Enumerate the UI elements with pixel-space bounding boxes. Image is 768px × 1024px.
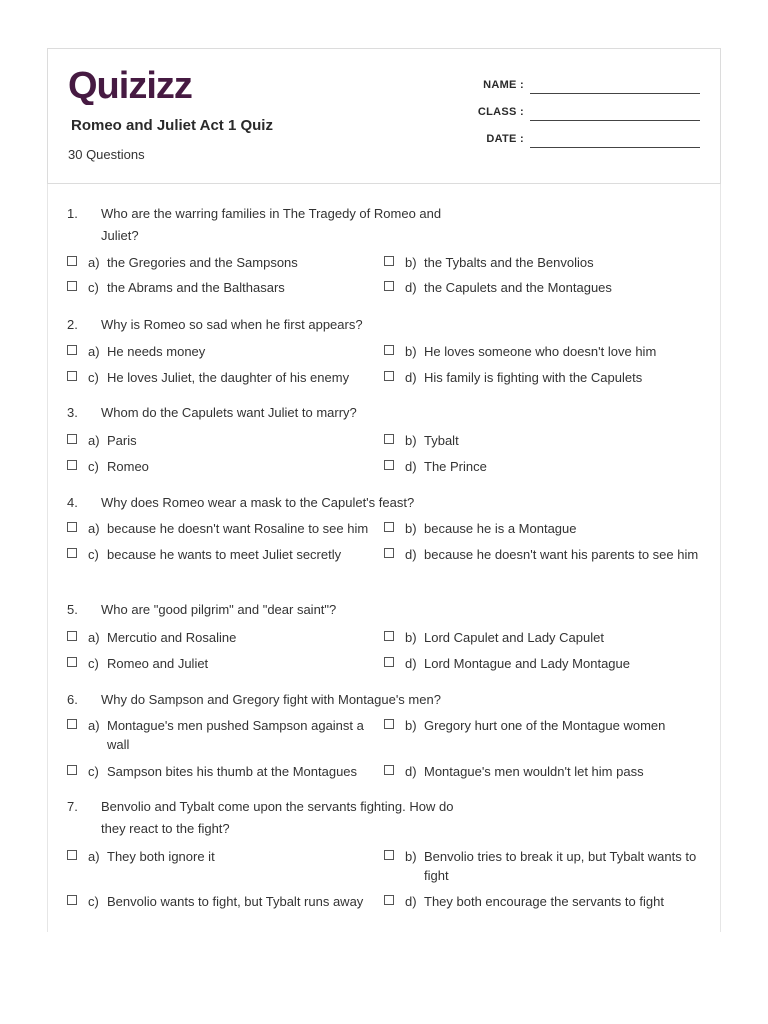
checkbox[interactable] [384, 460, 394, 470]
question-text: Why do Sampson and Gregory fight with Montague's men? [101, 692, 441, 707]
checkbox[interactable] [384, 850, 394, 860]
checkbox[interactable] [384, 657, 394, 667]
question-number: 1. [67, 206, 78, 221]
checkbox[interactable] [384, 719, 394, 729]
question-number: 4. [67, 495, 78, 510]
question-text: Whom do the Capulets want Juliet to marry? [101, 405, 357, 420]
svg-text:Quizizz: Quizizz [68, 67, 192, 105]
class-field[interactable] [48, 106, 524, 122]
checkbox[interactable] [67, 719, 77, 729]
checkbox[interactable] [384, 631, 394, 641]
class-label: CLASS : [477, 106, 524, 118]
question-text: Benvolio and Tybalt come upon the servants fighting. How do they react to the fight? [101, 799, 454, 836]
name-label: NAME : [483, 79, 524, 91]
question-text: Why is Romeo so sad when he first appears? [101, 317, 363, 332]
question-text: Who are "good pilgrim" and "dear saint"? [101, 602, 337, 617]
checkbox[interactable] [384, 371, 394, 381]
checkbox[interactable] [384, 434, 394, 444]
checkbox[interactable] [67, 895, 77, 905]
class-line[interactable] [530, 120, 700, 121]
checkbox[interactable] [384, 548, 394, 558]
checkbox[interactable] [384, 895, 394, 905]
checkbox[interactable] [384, 281, 394, 291]
checkbox[interactable] [384, 765, 394, 775]
checkbox[interactable] [67, 657, 77, 667]
checkbox[interactable] [384, 522, 394, 532]
question-text: Who are the warring families in The Tragedy of Romeo and Juliet? [101, 206, 442, 243]
checkbox[interactable] [67, 631, 77, 641]
question-number: 2. [67, 317, 78, 332]
checkbox[interactable] [67, 548, 77, 558]
checkbox[interactable] [67, 434, 77, 444]
question-number: 5. [67, 602, 78, 617]
checkbox[interactable] [67, 256, 77, 266]
question-text: Why does Romeo wear a mask to the Capulet's feast? [101, 495, 415, 510]
worksheet-header [47, 48, 721, 184]
name-line[interactable] [530, 93, 700, 94]
checkbox[interactable] [384, 345, 394, 355]
name-field[interactable] [48, 79, 524, 95]
quiz-title: Romeo and Juliet Act 1 Quiz [71, 117, 273, 134]
checkbox[interactable] [67, 460, 77, 470]
date-field[interactable] [48, 133, 524, 149]
checkbox[interactable] [67, 281, 77, 291]
date-label: DATE : [486, 133, 524, 145]
checkbox[interactable] [67, 522, 77, 532]
date-line[interactable] [530, 147, 700, 148]
question-number: 6. [67, 692, 78, 707]
question-count: 30 Questions [68, 147, 145, 162]
question-number: 3. [67, 405, 78, 420]
checkbox[interactable] [67, 765, 77, 775]
question-number: 7. [67, 799, 78, 814]
checkbox[interactable] [67, 371, 77, 381]
checkbox[interactable] [67, 850, 77, 860]
checkbox[interactable] [67, 345, 77, 355]
checkbox[interactable] [384, 256, 394, 266]
